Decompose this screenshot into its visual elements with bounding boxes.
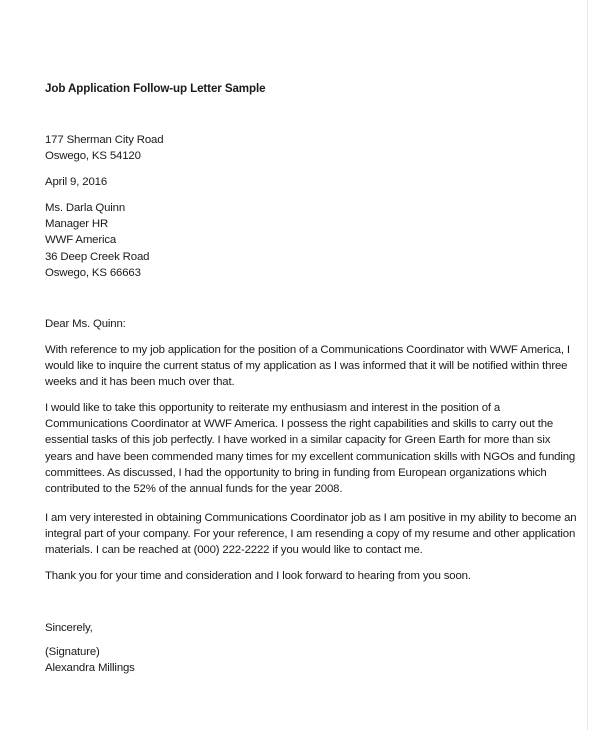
- paragraph-line: Thank you for your time and consideration and I look forward to hearing from you soon.: [45, 570, 471, 582]
- paragraph-2: [45, 400, 576, 497]
- paragraph-line: materials. I can be reached at (000) 222-2222 if you would like to contact me.: [45, 544, 423, 557]
- paragraph-line: committees. As discussed, I had the opportunity to bring in funding from European organizations which: [45, 466, 547, 479]
- sender-address-line: 177 Sherman City Road: [45, 134, 164, 146]
- paragraph-line: With reference to my job application for the position of a Communications Coordinator with WWF America, I: [45, 344, 570, 356]
- recipient-line: Manager HR: [45, 218, 109, 231]
- salutation: [45, 316, 545, 332]
- paragraph-line: contributed to the 52% of the annual funds for the year 2008.: [45, 483, 343, 496]
- page-edge-divider: [587, 0, 588, 730]
- recipient-line: Oswego, KS 66663: [45, 266, 141, 279]
- paragraph-line: Communications Coordinator at WWF America. I possess the right capabilities and skills to carry out the: [45, 418, 554, 431]
- paragraph-line: would like to inquire the current status of my application as I was informed that it will be notified within three: [45, 360, 568, 373]
- paragraph-line: weeks and it has been much over that.: [45, 376, 235, 389]
- paragraph-3: [45, 510, 577, 559]
- paragraph-line: essential tasks of this job perfectly. I have worked in a similar capacity for Green Earth for more than six: [45, 434, 551, 447]
- signer-name: Alexandra Millings: [45, 662, 135, 675]
- closing: [45, 620, 545, 636]
- recipient-line: 36 Deep Creek Road: [45, 250, 150, 263]
- recipient-line: WWF America: [45, 234, 117, 247]
- sender-address: [45, 132, 545, 164]
- date-text: April 9, 2016: [45, 176, 108, 188]
- letter-date: [45, 174, 545, 190]
- recipient-address: [45, 200, 545, 281]
- paragraph-line: integral part of your company. For your reference, I am resending a copy of my resume and other application: [45, 528, 576, 541]
- closing-text: Sincerely,: [45, 622, 93, 634]
- recipient-line: Ms. Darla Quinn: [45, 202, 126, 214]
- document-title: Job Application Follow-up Letter Sample: [45, 82, 266, 95]
- paragraph-4: [45, 568, 545, 584]
- signature-block: [45, 644, 545, 676]
- paragraph-line: I am very interested in obtaining Communications Coordinator job as I am positive in my ability to become an: [45, 512, 577, 524]
- sender-address-line: Oswego, KS 54120: [45, 150, 141, 163]
- signature-text: (Signature): [45, 646, 100, 658]
- paragraph-1: [45, 342, 570, 391]
- paragraph-line: years and have been commended many times for my excellent communication skills with NGOs and funding: [45, 450, 576, 463]
- salutation-text: Dear Ms. Quinn:: [45, 318, 126, 330]
- paragraph-line: I would like to take this opportunity to reiterate my enthusiasm and interest in the position of a: [45, 402, 501, 414]
